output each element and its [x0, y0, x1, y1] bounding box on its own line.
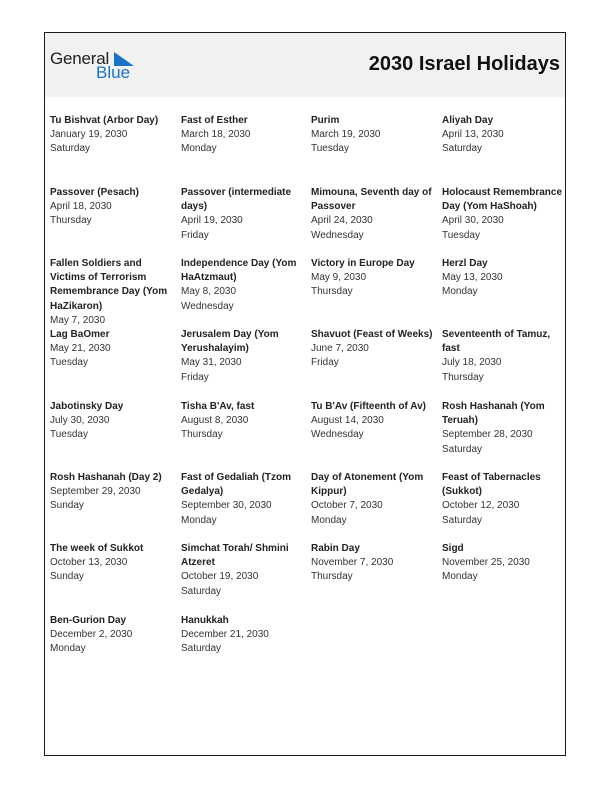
holiday-weekday: Thursday [181, 429, 223, 441]
holiday-weekday: Friday [311, 357, 339, 369]
holiday-weekday: Tuesday [50, 357, 88, 369]
holiday-date: November 25, 2030 [442, 557, 530, 569]
logo-blue-text: Blue [96, 63, 131, 82]
holiday-name: Feast of Tabernacles (Sukkot) [442, 472, 541, 498]
holiday-name: Fast of Esther [181, 115, 248, 126]
holiday-weekday: Sunday [50, 571, 84, 583]
holiday-entry [311, 400, 439, 443]
holiday-weekday: Monday [442, 571, 478, 583]
holiday-entry [442, 186, 570, 243]
holiday-entry [181, 257, 309, 314]
holiday-name: Day of Atonement (Yom Kippur) [311, 472, 424, 498]
holiday-date: May 31, 2030 [181, 357, 242, 369]
holiday-name: Jerusalem Day (Yom Yerushalayim) [181, 329, 279, 355]
holiday-entry [442, 114, 570, 157]
holiday-name: The week of Sukkot [50, 543, 144, 554]
holiday-weekday: Monday [181, 514, 217, 526]
holiday-name: Rosh Hashanah (Yom Teruah) [442, 401, 545, 427]
holiday-weekday: Friday [181, 229, 209, 241]
holiday-entry [311, 257, 439, 300]
generalblue-logo [50, 49, 140, 83]
holiday-entry [50, 186, 178, 229]
holiday-name: Victory in Europe Day [311, 258, 415, 269]
holiday-entry [50, 400, 178, 443]
holiday-entry [181, 614, 309, 657]
holiday-date: July 30, 2030 [50, 415, 110, 427]
holiday-name: Aliyah Day [442, 115, 494, 126]
holiday-entry [181, 471, 309, 528]
holiday-date: July 18, 2030 [442, 357, 502, 369]
holiday-name: Independence Day (Yom HaAtzmaut) [181, 258, 297, 284]
holiday-date: May 9, 2030 [311, 272, 367, 284]
holiday-weekday: Sunday [50, 500, 84, 512]
holiday-weekday: Wednesday [181, 300, 234, 312]
holiday-date: October 7, 2030 [311, 500, 383, 512]
holiday-entry [50, 328, 178, 371]
holiday-name: Fallen Soldiers and Victims of Terrorism Remembrance Day (Yom HaZikaron) [50, 258, 168, 312]
holiday-entry [181, 328, 309, 385]
holiday-entry [50, 257, 178, 328]
holiday-entry [442, 471, 570, 528]
holiday-entry [311, 114, 439, 157]
holiday-date: August 8, 2030 [181, 415, 249, 427]
holiday-weekday: Wednesday [311, 229, 364, 241]
holiday-weekday: Wednesday [311, 429, 364, 441]
holiday-date: April 19, 2030 [181, 215, 243, 227]
holiday-date: March 19, 2030 [311, 129, 381, 141]
holiday-date: May 13, 2030 [442, 272, 503, 284]
holiday-date: April 24, 2030 [311, 215, 373, 227]
holiday-weekday: Tuesday [50, 429, 88, 441]
page-title: 2030 Israel Holidays [368, 53, 560, 75]
holiday-date: October 12, 2030 [442, 500, 520, 512]
holiday-entry [442, 400, 570, 457]
holiday-weekday: Monday [311, 514, 347, 526]
holiday-weekday: Thursday [442, 371, 484, 383]
holiday-name: Passover (intermediate days) [181, 187, 292, 213]
holiday-entry [50, 614, 178, 657]
logo-general-text: General [50, 49, 110, 68]
holiday-weekday: Saturday [181, 643, 222, 655]
holiday-weekday: Saturday [181, 585, 222, 597]
holiday-weekday: Tuesday [311, 143, 349, 155]
holiday-weekday: Saturday [442, 514, 483, 526]
holiday-entry [50, 471, 178, 514]
holiday-date: June 7, 2030 [311, 343, 369, 355]
holiday-name: Mimouna, Seventh day of Passover [311, 187, 432, 213]
holiday-date: September 28, 2030 [442, 429, 533, 441]
holiday-date: April 30, 2030 [442, 215, 504, 227]
holiday-name: Hanukkah [181, 615, 229, 626]
holiday-name: Herzl Day [442, 258, 488, 269]
holiday-entry [311, 328, 439, 371]
holiday-date: May 8, 2030 [181, 286, 237, 298]
holiday-date: January 19, 2030 [50, 129, 128, 141]
holiday-entry [442, 257, 570, 300]
holiday-date: November 7, 2030 [311, 557, 394, 569]
holiday-weekday: Thursday [311, 571, 353, 583]
holiday-name: Rabin Day [311, 543, 360, 554]
holiday-name: Ben-Gurion Day [50, 615, 127, 626]
holiday-name: Tu B'Av (Fifteenth of Av) [311, 401, 426, 412]
holiday-name: Tisha B'Av, fast [181, 401, 255, 412]
holiday-date: September 29, 2030 [50, 486, 141, 498]
holiday-name: Jabotinsky Day [50, 401, 124, 412]
holiday-weekday: Thursday [311, 286, 353, 298]
holiday-entry [181, 400, 309, 443]
holiday-name: Lag BaOmer [50, 329, 110, 340]
holiday-name: Rosh Hashanah (Day 2) [50, 472, 162, 483]
calendar-page [44, 32, 566, 756]
holiday-weekday: Monday [181, 143, 217, 155]
holiday-entry [50, 542, 178, 585]
holiday-weekday: Monday [50, 643, 86, 655]
holiday-weekday: Saturday [442, 443, 483, 455]
holiday-date: April 13, 2030 [442, 129, 504, 141]
holiday-name: Holocaust Remembrance Day (Yom HaShoah) [442, 187, 563, 213]
holiday-date: May 21, 2030 [50, 343, 111, 355]
page-header [45, 33, 565, 97]
holiday-entry [311, 542, 439, 585]
holiday-date: September 30, 2030 [181, 500, 272, 512]
holiday-name: Tu Bishvat (Arbor Day) [50, 115, 159, 126]
holiday-weekday: Monday [442, 286, 478, 298]
holiday-date: December 21, 2030 [181, 629, 269, 641]
holiday-entry [181, 542, 309, 599]
holiday-entry [311, 471, 439, 528]
holiday-date: October 13, 2030 [50, 557, 128, 569]
holiday-date: March 18, 2030 [181, 129, 251, 141]
holiday-name: Purim [311, 115, 340, 126]
holiday-name: Fast of Gedaliah (Tzom Gedalya) [181, 472, 292, 498]
holiday-date: August 14, 2030 [311, 415, 384, 427]
holiday-weekday: Saturday [442, 143, 483, 155]
holiday-entry [311, 186, 439, 243]
holiday-name: Shavuot (Feast of Weeks) [311, 329, 433, 340]
holiday-entry [50, 114, 178, 157]
holiday-weekday: Thursday [50, 215, 92, 227]
holiday-name: Simchat Torah/ Shmini Atzeret [181, 543, 289, 569]
holiday-weekday: Saturday [50, 143, 91, 155]
holiday-name: Sigd [442, 543, 464, 554]
holiday-entry [181, 186, 309, 243]
holiday-date: May 7, 2030 [50, 314, 106, 326]
holiday-entry [442, 542, 570, 585]
holiday-weekday: Friday [181, 371, 209, 383]
holiday-date: October 19, 2030 [181, 571, 259, 583]
holiday-entry [181, 114, 309, 157]
holiday-name: Seventeenth of Tamuz, fast [442, 329, 551, 355]
holiday-name: Passover (Pesach) [50, 187, 139, 198]
holiday-entry [442, 328, 570, 385]
holiday-date: December 2, 2030 [50, 629, 133, 641]
holiday-weekday: Tuesday [442, 229, 480, 241]
holiday-date: April 18, 2030 [50, 201, 112, 213]
